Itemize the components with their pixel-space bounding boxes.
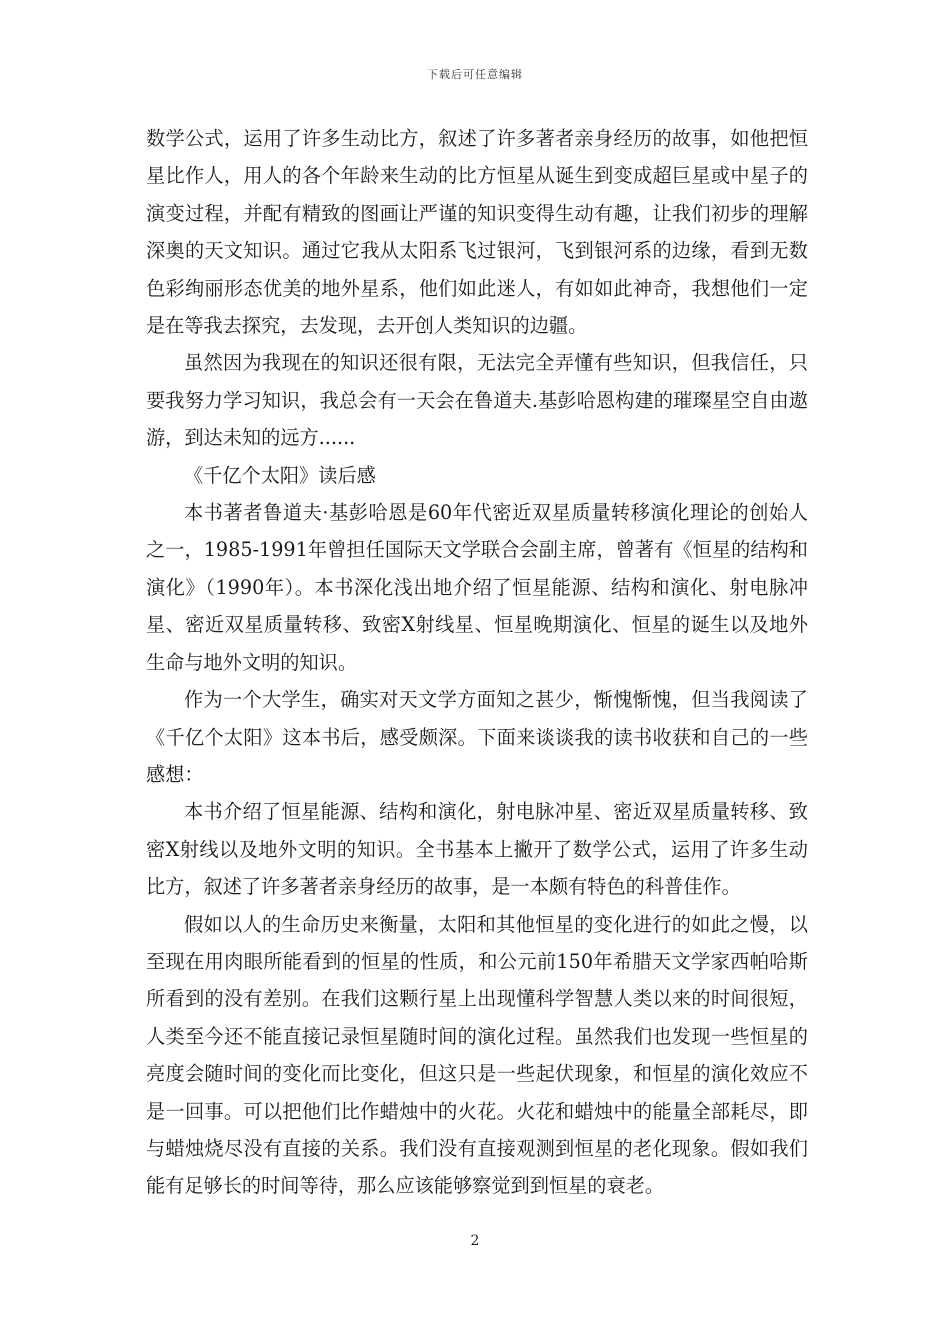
document-body xyxy=(146,120,808,1205)
paragraph: 虽然因为我现在的知识还很有限，无法完全弄懂有些知识，但我信任，只要我努力学习知识，我总会有一天会在鲁道夫.基彭哈恩构建的璀璨星空自由遨游，到达未知的远方...... xyxy=(146,351,808,450)
page-number: 2 xyxy=(470,1233,480,1249)
paragraph-continuation: 数学公式，运用了许多生动比方，叙述了许多著者亲身经历的故事，如他把恒星比作人，用人的各个年龄来生动的比方恒星从诞生到变成超巨星或中星子的演变过程，并配有精致的图画让严谨的知识变得生动有趣，让我们初步的理解深奥的天文知识。通过它我从太阳系飞过银河，飞到银河系的边缘，看到无数色彩绚丽形态优美的地外星系，他们如此迷人，有如如此神奇，我想他们一定是在等我去探究，去发现，去开创人类知识的边疆。 xyxy=(146,127,808,338)
paragraph: 本书介绍了恒星能源、结构和演化，射电脉冲星、密近双星质量转移、致密X射线以及地外文明的知识。全书基本上撇开了数学公式，运用了许多生动比方，叙述了许多著者亲身经历的故事，是一本颇有特色的科普佳作。 xyxy=(146,800,808,899)
paragraph: 假如以人的生命历史来衡量，太阳和其他恒星的变化进行的如此之慢，以至现在用肉眼所能看到的恒星的性质，和公元前150年希腊天文学家西帕哈斯所看到的没有差别。在我们这颗行星上出现懂科学智慧人类以来的时间很短，人类至今还不能直接记录恒星随时间的演化过程。虽然我们也发现一些恒星的亮度会随时间的变化而比变化，但这只是一些起伏现象，和恒星的演化效应不是一回事。可以把他们比作蜡烛中的火花。火花和蜡烛中的能量全部耗尽，即与蜡烛烧尽没有直接的关系。我们没有直接观测到恒星的老化现象。假如我们能有足够长的时间等待，那么应该能够察觉到到恒星的衰老。 xyxy=(146,912,808,1198)
paragraph: 作为一个大学生，确实对天文学方面知之甚少，惭愧惭愧，但当我阅读了《千亿个太阳》这本书后，感受颇深。下面来谈谈我的读书收获和自己的一些感想： xyxy=(146,688,808,786)
paragraph: 本书著者鲁道夫·基彭哈恩是60年代密近双星质量转移演化理论的创始人之一，1985-1991年曾担任国际天文学联合会副主席，曾著有《恒星的结构和演化》（1990年）。本书深化浅出地介绍了恒星能源、结构和演化、射电脉冲星、密近双星质量转移、致密X射线星、恒星晚期演化、恒星的诞生以及地外生命与地外文明的知识。 xyxy=(146,501,808,674)
page-header: 下载后可任意编辑 xyxy=(427,68,523,81)
section-title: 《千亿个太阳》读后感 xyxy=(184,463,376,487)
